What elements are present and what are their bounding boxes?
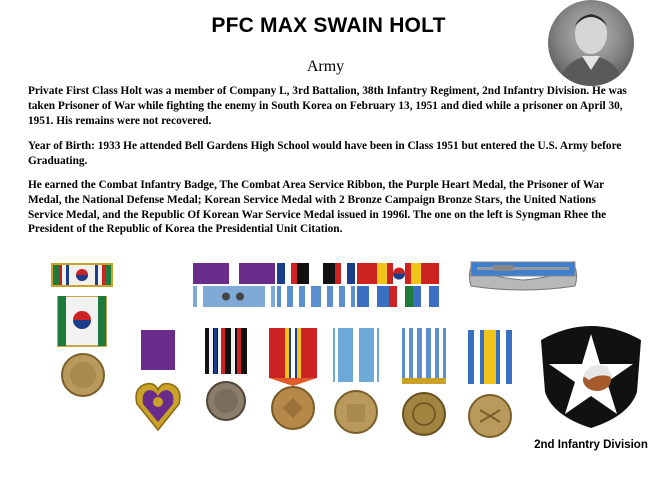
service-paragraph: Private First Class Holt was a member of Company L, 3rd Battalion, 38th Infantry Regiment, 2nd Infantry Division. He was taken Prisoner of War while fighting the enemy in South Korea on February 13, 1951 and died while a prisoner on April 30, 1951. His remains were not recovered. [28, 85, 627, 127]
ribbon-rack [193, 263, 439, 312]
unit-citation-ribbon [51, 263, 113, 292]
combat-infantry-badge [463, 254, 583, 299]
purple-heart-medal [133, 330, 183, 437]
korean-war-medal [466, 330, 514, 445]
awards-paragraph: He earned the Combat Infantry Badge, The Combat Area Service Ribbon, the Purple Heart Medal, the Prisoner of War Medal, the National Defense Medal; Korean Service Medal with 2 Bronze Campaign Bronze Stars, the United Nations Service Medal, and the Republic Of Korean War Service Medal issued in 1996l. The one on the left is Syngman Rhee the President of the Republic of Korea the Presidential Unit Citation. [28, 179, 607, 236]
division-caption: 2nd Infantry Division [534, 439, 648, 451]
national-defense-medal [267, 328, 319, 437]
birth-paragraph: Year of Birth: 1933 He attended Bell Gardens High School would have been in Class 1951 but entered the U.S. Army before Graduating. [28, 140, 622, 167]
united-nations-service-medal [400, 328, 448, 443]
prisoner-of-war-medal [203, 328, 249, 429]
korean-service-medal [331, 328, 381, 441]
korean-war-service-medal [56, 296, 112, 405]
division-insignia [537, 318, 645, 435]
branch-label: Army [306, 58, 345, 75]
page-title: PFC MAX SWAIN HOLT [211, 14, 446, 37]
